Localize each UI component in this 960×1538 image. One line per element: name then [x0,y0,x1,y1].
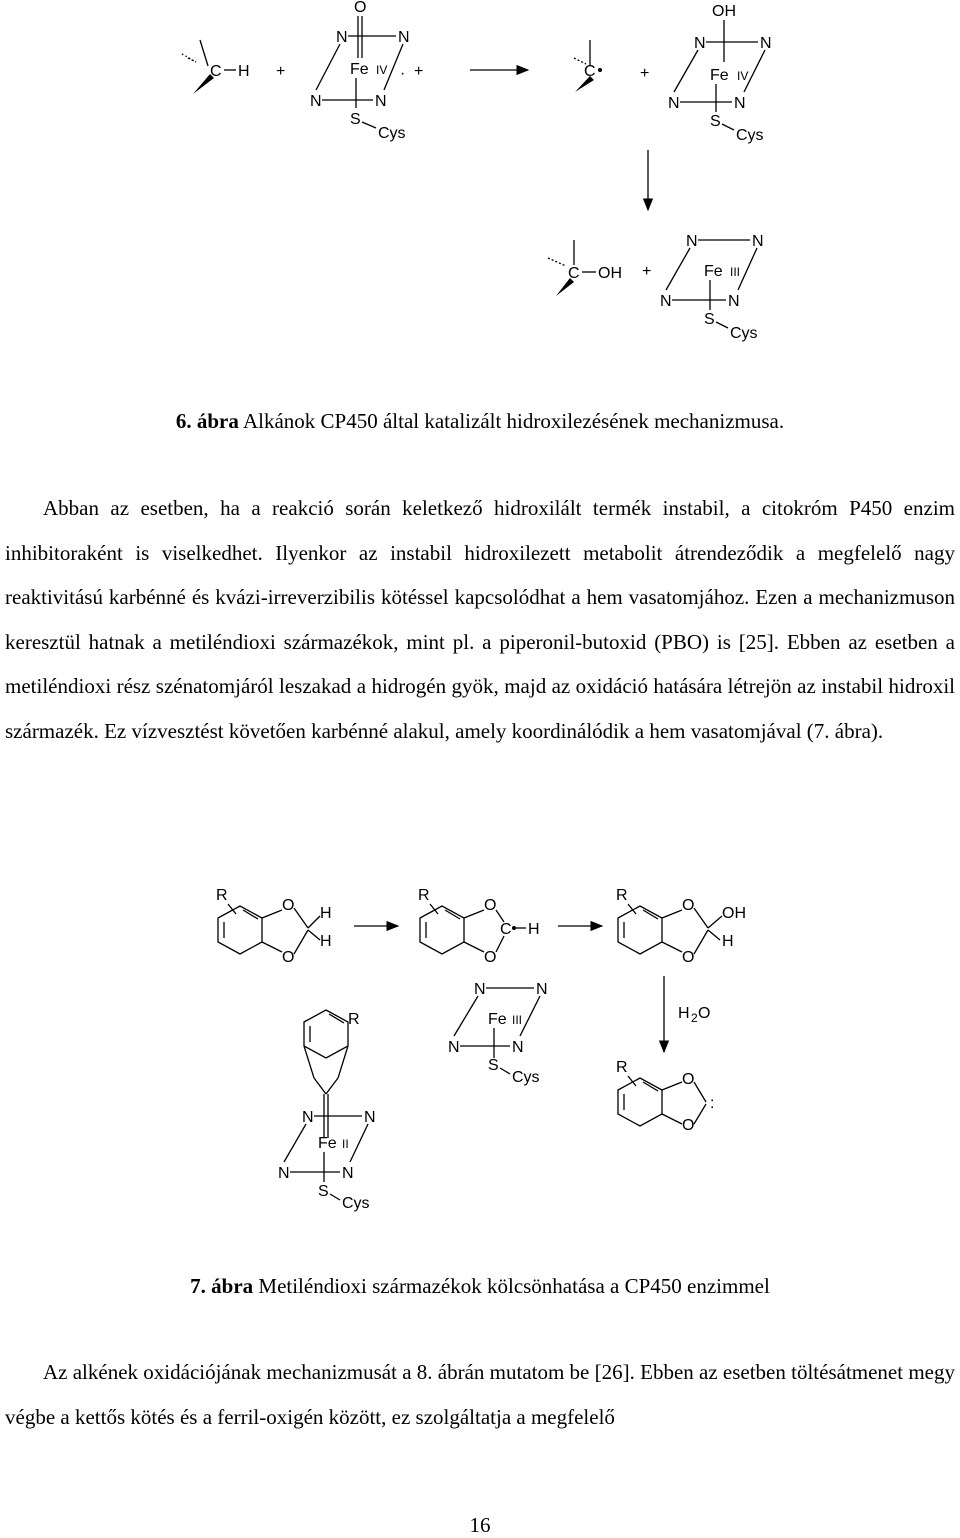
svg-text:N: N [364,1109,376,1126]
figure-7-caption-number: 7. ábra [190,1274,254,1298]
svg-text:R: R [616,887,628,904]
svg-text:N: N [302,1109,314,1126]
svg-text:N: N [448,1039,460,1056]
paragraph-1-text: Abban az esetben, ha a reakció során keletkező hidroxilált termék instabil, a citokróm P450 enzim inhibitoraként is viselkedhet. Ilyenkor az instabil hidroxilezett metabolit átrendeződik a megfelelő nagy reaktivitású karbénné és kvázi-irreverzibilis kötéssel kapcsolódhat a hem vasatomjához. Ezen a mechanizmuson keresztül hatnak a metiléndioxi származékok, mint pl. a piperonil-butoxid (PBO) is [25]. Ebben az esetben a metiléndioxi rész szénatomjáról leszakad a hidrogén gyök, majd az oxidáció hatására létrejön az instabil hidroxil származék. Ez vízvesztést követően karbénné alakul, amely koordinálódik a hem vasatomjával (7. ábra). [5,496,955,743]
svg-text:N: N [512,1039,524,1056]
svg-text:H: H [678,1005,690,1022]
svg-text:H: H [320,905,332,922]
figure-7-caption [0,1272,960,1300]
svg-text:R: R [216,887,228,904]
body-paragraph-2 [5,1350,955,1439]
hydroxylated-intermediate [616,887,746,966]
svg-text:Fe: Fe [704,263,723,280]
figure-6-caption-text: Alkánok CP450 által katalizált hidroxilezésének mechanizmusa. [238,409,785,433]
svg-text:IV: IV [737,69,749,83]
svg-text:Cys: Cys [736,127,764,144]
svg-text:H: H [238,63,250,80]
svg-text:O: O [682,1117,695,1134]
body-paragraph-1 [5,486,955,753]
svg-text:S: S [318,1183,329,1200]
methylenedioxy-compound [216,887,332,966]
svg-text:H: H [722,933,734,950]
svg-text:Cys: Cys [512,1069,540,1086]
svg-text:N: N [398,29,410,46]
alkane-ch [182,40,250,94]
alkyl-radical [574,40,602,92]
methylene-radical [418,887,540,966]
svg-text:OH: OH [712,3,736,20]
svg-text:O: O [282,897,295,914]
figure-6-scheme [0,0,960,360]
ferryl-complex-1 [310,0,410,142]
svg-text:N: N [474,981,486,998]
svg-text:OH: OH [598,265,622,282]
fe-iii-complex-fig7 [448,981,548,1086]
page-number: 16 [469,1513,491,1537]
alcohol-product [548,240,622,296]
svg-text:N: N [734,95,746,112]
svg-text:+: + [640,65,650,82]
figure-7 [0,870,960,1220]
figure-7-scheme [0,870,960,1220]
svg-text:III: III [512,1013,523,1027]
svg-text:S: S [704,311,715,328]
svg-text:Fe: Fe [350,61,369,78]
svg-text:S: S [350,111,361,128]
svg-text:N: N [278,1165,290,1182]
svg-text:IV: IV [376,63,388,77]
svg-text:2: 2 [691,1011,698,1025]
svg-text:+: + [414,63,424,80]
svg-text:R: R [348,1011,360,1028]
svg-text:O: O [484,949,497,966]
svg-text:R: R [616,1059,628,1076]
svg-text:+: + [276,63,286,80]
svg-text:R: R [418,887,430,904]
svg-text:O: O [354,0,367,16]
svg-text:N: N [760,35,772,52]
svg-text:O: O [682,1071,695,1088]
svg-text:C: C [584,63,596,80]
svg-text:Cys: Cys [342,1195,370,1212]
svg-text:N: N [660,293,672,310]
fe-ii-carbene-complex [278,1010,376,1212]
svg-text:C: C [568,265,580,282]
fe-iii-complex [660,233,764,342]
svg-text:H: H [528,921,540,938]
svg-text:Fe: Fe [488,1011,507,1028]
svg-text:N: N [342,1165,354,1182]
svg-text:N: N [310,93,322,110]
svg-text:N: N [686,233,698,250]
svg-text:Cys: Cys [378,125,406,142]
svg-text:O: O [282,949,295,966]
svg-text:N: N [668,95,680,112]
figure-6-caption-number: 6. ábra [175,409,239,433]
svg-text:N: N [752,233,764,250]
svg-text:·: · [400,65,406,82]
svg-text:S: S [710,113,721,130]
svg-text:III: III [730,265,741,279]
figure-6-caption [0,407,960,435]
svg-text:N: N [728,293,740,310]
svg-text:O: O [682,949,695,966]
svg-text:OH: OH [722,905,746,922]
svg-text::: : [710,1095,715,1112]
svg-text:Fe: Fe [318,1135,337,1152]
svg-text:II: II [342,1137,349,1151]
svg-text:C: C [500,921,512,938]
svg-text:Cys: Cys [730,325,758,342]
svg-text:S: S [488,1057,499,1074]
svg-text:N: N [536,981,548,998]
ferryl-hydroxo-complex [668,3,772,144]
svg-text:Fe: Fe [710,67,729,84]
svg-text:N: N [336,29,348,46]
figure-6 [0,0,960,360]
svg-text:O: O [682,897,695,914]
svg-text:C: C [210,63,222,80]
paragraph-2-text: Az alkének oxidációjának mechanizmusát a 8. ábrán mutatom be [26]. Ebben az esetben töltésátmenet megy végbe a kettős kötés és a ferril-oxigén között, ez szolgáltatja a megfelelő [5,1360,955,1429]
carbene [616,1059,714,1134]
svg-text:O: O [698,1005,711,1022]
svg-text:H: H [320,933,332,950]
figure-7-caption-text: Metiléndioxi származékok kölcsönhatása a CP450 enzimmel [253,1274,770,1298]
svg-text:N: N [375,93,387,110]
svg-text:+: + [642,263,652,280]
svg-text:N: N [694,35,706,52]
svg-text:O: O [484,897,497,914]
